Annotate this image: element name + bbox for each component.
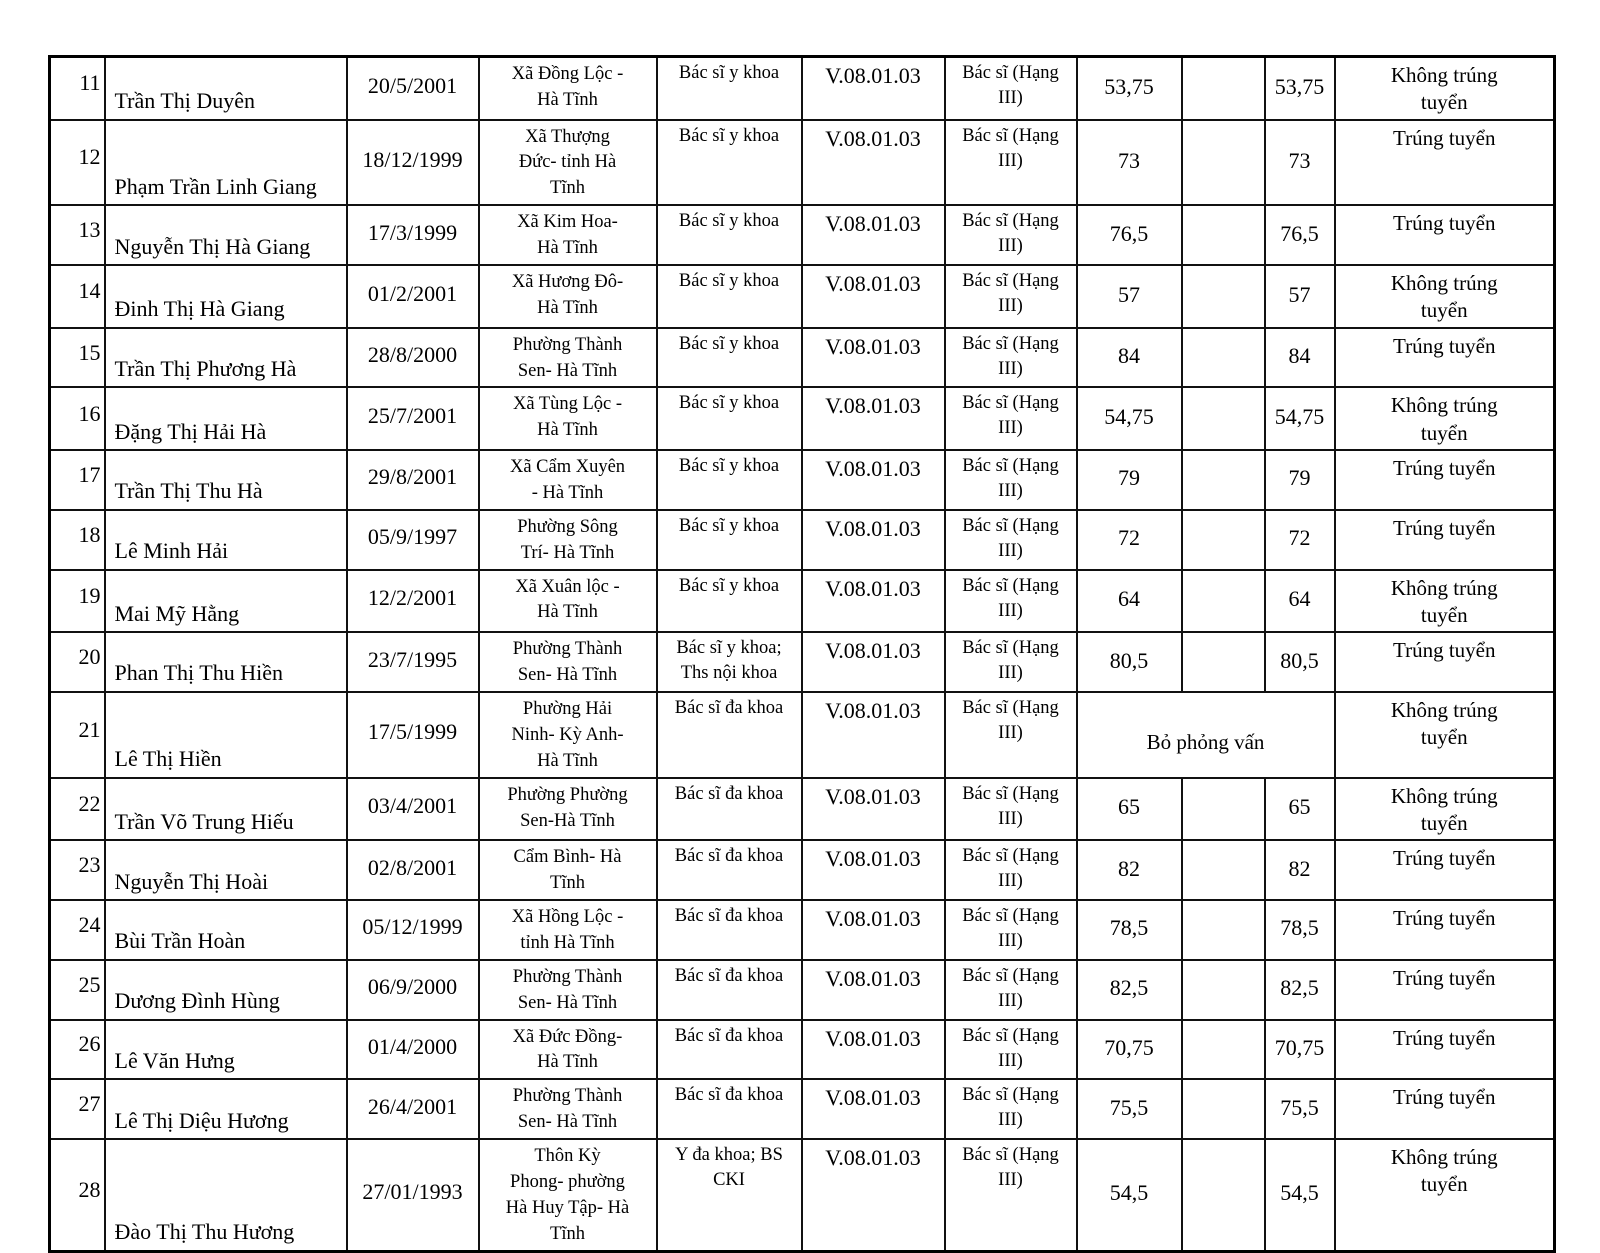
cell-dob: 29/8/2001 — [347, 450, 479, 510]
cell-result: Trúng tuyển — [1335, 840, 1555, 900]
cell-score-2: 84 — [1265, 328, 1335, 388]
cell-score-mid — [1182, 1020, 1265, 1080]
cell-score-mid — [1182, 120, 1265, 206]
cell-name: Trần Võ Trung Hiếu — [105, 778, 347, 841]
cell-position: Bác sĩ (Hạng III) — [945, 1020, 1077, 1080]
cell-stt: 19 — [50, 570, 105, 633]
cell-code: V.08.01.03 — [802, 900, 945, 960]
cell-dob: 26/4/2001 — [347, 1079, 479, 1139]
cell-degree: Bác sĩ đa khoa — [657, 1020, 802, 1080]
cell-score-1: 76,5 — [1077, 205, 1182, 265]
cell-score-2: 65 — [1265, 778, 1335, 841]
cell-score-2: 53,75 — [1265, 57, 1335, 120]
cell-position: Bác sĩ (Hạng III) — [945, 450, 1077, 510]
cell-score-mid — [1182, 570, 1265, 633]
cell-score-2: 76,5 — [1265, 205, 1335, 265]
table-row — [50, 328, 1555, 388]
cell-score-1: 53,75 — [1077, 57, 1182, 120]
cell-stt: 16 — [50, 387, 105, 450]
cell-stt: 22 — [50, 778, 105, 841]
cell-result: Không trúng tuyển — [1335, 778, 1555, 841]
cell-degree: Bác sĩ y khoa — [657, 328, 802, 388]
cell-position: Bác sĩ (Hạng III) — [945, 900, 1077, 960]
cell-dob: 28/8/2000 — [347, 328, 479, 388]
cell-score-1: 73 — [1077, 120, 1182, 206]
cell-code: V.08.01.03 — [802, 57, 945, 120]
cell-result: Trúng tuyển — [1335, 450, 1555, 510]
table-row — [50, 265, 1555, 328]
cell-result: Không trúng tuyển — [1335, 692, 1555, 778]
cell-score-1: 84 — [1077, 328, 1182, 388]
cell-code: V.08.01.03 — [802, 840, 945, 900]
cell-address: Xã Thượng Đức- tỉnh Hà Tĩnh — [479, 120, 657, 206]
cell-score-mid — [1182, 960, 1265, 1020]
cell-degree: Bác sĩ y khoa — [657, 205, 802, 265]
table-row — [50, 120, 1555, 206]
cell-name: Bùi Trần Hoàn — [105, 900, 347, 960]
cell-position: Bác sĩ (Hạng III) — [945, 960, 1077, 1020]
cell-degree: Bác sĩ đa khoa — [657, 692, 802, 778]
cell-name: Nguyễn Thị Hà Giang — [105, 205, 347, 265]
cell-code: V.08.01.03 — [802, 387, 945, 450]
cell-dob: 01/4/2000 — [347, 1020, 479, 1080]
cell-result: Không trúng tuyển — [1335, 387, 1555, 450]
cell-score-1: 78,5 — [1077, 900, 1182, 960]
cell-stt: 11 — [50, 57, 105, 120]
cell-address: Xã Đồng Lộc - Hà Tĩnh — [479, 57, 657, 120]
cell-score-mid — [1182, 387, 1265, 450]
table-row — [50, 57, 1555, 120]
cell-score-mid — [1182, 57, 1265, 120]
cell-dob: 20/5/2001 — [347, 57, 479, 120]
cell-result: Trúng tuyển — [1335, 1020, 1555, 1080]
cell-position: Bác sĩ (Hạng III) — [945, 570, 1077, 633]
cell-address: Phường Sông Trí- Hà Tĩnh — [479, 510, 657, 570]
cell-score-2: 54,5 — [1265, 1139, 1335, 1251]
cell-result: Không trúng tuyển — [1335, 57, 1555, 120]
cell-name: Nguyễn Thị Hoài — [105, 840, 347, 900]
cell-degree: Bác sĩ đa khoa — [657, 900, 802, 960]
cell-degree: Bác sĩ y khoa; Ths nội khoa — [657, 632, 802, 692]
table-row — [50, 570, 1555, 633]
cell-address: Xã Tùng Lộc - Hà Tĩnh — [479, 387, 657, 450]
cell-name: Đinh Thị Hà Giang — [105, 265, 347, 328]
cell-address: Xã Hương Đô- Hà Tĩnh — [479, 265, 657, 328]
cell-code: V.08.01.03 — [802, 632, 945, 692]
cell-address: Phường Thành Sen- Hà Tĩnh — [479, 632, 657, 692]
cell-stt: 14 — [50, 265, 105, 328]
cell-code: V.08.01.03 — [802, 570, 945, 633]
table-row — [50, 900, 1555, 960]
cell-address: Phường Thành Sen- Hà Tĩnh — [479, 1079, 657, 1139]
cell-code: V.08.01.03 — [802, 1020, 945, 1080]
cell-name: Trần Thị Phương Hà — [105, 328, 347, 388]
cell-score-1: 82,5 — [1077, 960, 1182, 1020]
cell-score-2: 57 — [1265, 265, 1335, 328]
cell-position: Bác sĩ (Hạng III) — [945, 778, 1077, 841]
cell-address: Thôn Kỳ Phong- phường Hà Huy Tập- Hà Tĩnh — [479, 1139, 657, 1251]
table-row — [50, 1079, 1555, 1139]
cell-address: Xã Hồng Lộc - tỉnh Hà Tĩnh — [479, 900, 657, 960]
cell-position: Bác sĩ (Hạng III) — [945, 387, 1077, 450]
cell-dob: 18/12/1999 — [347, 120, 479, 206]
cell-position: Bác sĩ (Hạng III) — [945, 840, 1077, 900]
cell-degree: Bác sĩ đa khoa — [657, 840, 802, 900]
cell-stt: 23 — [50, 840, 105, 900]
cell-name: Trần Thị Duyên — [105, 57, 347, 120]
cell-degree: Bác sĩ đa khoa — [657, 960, 802, 1020]
cell-stt: 27 — [50, 1079, 105, 1139]
cell-position: Bác sĩ (Hạng III) — [945, 510, 1077, 570]
cell-name: Dương Đình Hùng — [105, 960, 347, 1020]
cell-score-1: 79 — [1077, 450, 1182, 510]
cell-degree: Bác sĩ y khoa — [657, 120, 802, 206]
table-row — [50, 692, 1555, 778]
cell-position: Bác sĩ (Hạng III) — [945, 57, 1077, 120]
cell-stt: 26 — [50, 1020, 105, 1080]
cell-score-1: 57 — [1077, 265, 1182, 328]
cell-position: Bác sĩ (Hạng III) — [945, 1079, 1077, 1139]
cell-score-1: 75,5 — [1077, 1079, 1182, 1139]
cell-dob: 05/9/1997 — [347, 510, 479, 570]
cell-degree: Bác sĩ đa khoa — [657, 778, 802, 841]
cell-name: Trần Thị Thu Hà — [105, 450, 347, 510]
cell-dob: 01/2/2001 — [347, 265, 479, 328]
cell-score-2: 64 — [1265, 570, 1335, 633]
cell-score-2: 79 — [1265, 450, 1335, 510]
cell-stt: 28 — [50, 1139, 105, 1251]
cell-dob: 05/12/1999 — [347, 900, 479, 960]
cell-score-1: 70,75 — [1077, 1020, 1182, 1080]
results-table-body — [50, 57, 1555, 1252]
cell-address: Phường Hải Ninh- Kỳ Anh- Hà Tĩnh — [479, 692, 657, 778]
cell-score-mid — [1182, 1079, 1265, 1139]
cell-stt: 12 — [50, 120, 105, 206]
cell-score-2: 70,75 — [1265, 1020, 1335, 1080]
cell-dob: 12/2/2001 — [347, 570, 479, 633]
cell-score-mid — [1182, 265, 1265, 328]
cell-dob: 27/01/1993 — [347, 1139, 479, 1251]
cell-address: Xã Kim Hoa- Hà Tĩnh — [479, 205, 657, 265]
cell-code: V.08.01.03 — [802, 510, 945, 570]
cell-score-2: 82,5 — [1265, 960, 1335, 1020]
cell-code: V.08.01.03 — [802, 265, 945, 328]
cell-score-mid — [1182, 778, 1265, 841]
table-row — [50, 632, 1555, 692]
cell-result: Trúng tuyển — [1335, 900, 1555, 960]
cell-degree: Bác sĩ y khoa — [657, 510, 802, 570]
cell-score-1: 54,5 — [1077, 1139, 1182, 1251]
cell-score-1: 65 — [1077, 778, 1182, 841]
cell-result: Trúng tuyển — [1335, 960, 1555, 1020]
cell-stt: 21 — [50, 692, 105, 778]
cell-position: Bác sĩ (Hạng III) — [945, 692, 1077, 778]
table-row — [50, 778, 1555, 841]
table-row — [50, 450, 1555, 510]
cell-score-2: 80,5 — [1265, 632, 1335, 692]
cell-address: Phường Phường Sen-Hà Tĩnh — [479, 778, 657, 841]
cell-dob: 02/8/2001 — [347, 840, 479, 900]
cell-degree: Bác sĩ y khoa — [657, 450, 802, 510]
cell-score-2: 54,75 — [1265, 387, 1335, 450]
cell-result: Trúng tuyển — [1335, 1079, 1555, 1139]
cell-result: Trúng tuyển — [1335, 510, 1555, 570]
cell-score-mid — [1182, 328, 1265, 388]
cell-name: Phạm Trần Linh Giang — [105, 120, 347, 206]
cell-position: Bác sĩ (Hạng III) — [945, 1139, 1077, 1251]
cell-dob: 17/5/1999 — [347, 692, 479, 778]
cell-score-2: 82 — [1265, 840, 1335, 900]
table-row — [50, 1020, 1555, 1080]
cell-code: V.08.01.03 — [802, 205, 945, 265]
cell-stt: 18 — [50, 510, 105, 570]
table-row — [50, 1139, 1555, 1251]
cell-position: Bác sĩ (Hạng III) — [945, 265, 1077, 328]
cell-result: Trúng tuyển — [1335, 205, 1555, 265]
cell-interview-note: Bỏ phỏng vấn — [1077, 692, 1335, 778]
cell-score-mid — [1182, 632, 1265, 692]
cell-degree: Bác sĩ y khoa — [657, 570, 802, 633]
cell-address: Phường Thành Sen- Hà Tĩnh — [479, 960, 657, 1020]
document-page — [48, 55, 1556, 1253]
cell-code: V.08.01.03 — [802, 778, 945, 841]
table-row — [50, 840, 1555, 900]
cell-position: Bác sĩ (Hạng III) — [945, 328, 1077, 388]
cell-stt: 17 — [50, 450, 105, 510]
cell-code: V.08.01.03 — [802, 328, 945, 388]
cell-position: Bác sĩ (Hạng III) — [945, 120, 1077, 206]
cell-name: Đặng Thị Hải Hà — [105, 387, 347, 450]
cell-name: Lê Thị Diệu Hương — [105, 1079, 347, 1139]
cell-code: V.08.01.03 — [802, 120, 945, 206]
cell-stt: 24 — [50, 900, 105, 960]
cell-score-2: 72 — [1265, 510, 1335, 570]
cell-name: Lê Minh Hải — [105, 510, 347, 570]
cell-degree: Bác sĩ đa khoa — [657, 1079, 802, 1139]
cell-degree: Y đa khoa; BS CKI — [657, 1139, 802, 1251]
cell-dob: 23/7/1995 — [347, 632, 479, 692]
cell-stt: 25 — [50, 960, 105, 1020]
table-row — [50, 510, 1555, 570]
cell-score-2: 73 — [1265, 120, 1335, 206]
cell-result: Trúng tuyển — [1335, 120, 1555, 206]
cell-dob: 17/3/1999 — [347, 205, 479, 265]
cell-dob: 25/7/2001 — [347, 387, 479, 450]
results-table — [48, 55, 1556, 1253]
cell-score-mid — [1182, 450, 1265, 510]
cell-dob: 06/9/2000 — [347, 960, 479, 1020]
cell-name: Đào Thị Thu Hương — [105, 1139, 347, 1251]
cell-score-1: 72 — [1077, 510, 1182, 570]
cell-result: Không trúng tuyển — [1335, 1139, 1555, 1251]
cell-score-1: 54,75 — [1077, 387, 1182, 450]
cell-address: Phường Thành Sen- Hà Tĩnh — [479, 328, 657, 388]
cell-score-1: 64 — [1077, 570, 1182, 633]
cell-name: Lê Thị Hiền — [105, 692, 347, 778]
cell-code: V.08.01.03 — [802, 960, 945, 1020]
cell-address: Xã Cẩm Xuyên - Hà Tĩnh — [479, 450, 657, 510]
cell-score-2: 75,5 — [1265, 1079, 1335, 1139]
cell-score-1: 80,5 — [1077, 632, 1182, 692]
table-row — [50, 387, 1555, 450]
cell-result: Không trúng tuyển — [1335, 570, 1555, 633]
cell-stt: 20 — [50, 632, 105, 692]
cell-score-1: 82 — [1077, 840, 1182, 900]
cell-code: V.08.01.03 — [802, 450, 945, 510]
cell-degree: Bác sĩ y khoa — [657, 265, 802, 328]
cell-stt: 13 — [50, 205, 105, 265]
cell-score-mid — [1182, 205, 1265, 265]
cell-name: Mai Mỹ Hằng — [105, 570, 347, 633]
cell-score-mid — [1182, 900, 1265, 960]
cell-score-mid — [1182, 840, 1265, 900]
table-row — [50, 960, 1555, 1020]
cell-code: V.08.01.03 — [802, 692, 945, 778]
cell-name: Phan Thị Thu Hiền — [105, 632, 347, 692]
cell-position: Bác sĩ (Hạng III) — [945, 205, 1077, 265]
cell-result: Trúng tuyển — [1335, 632, 1555, 692]
cell-result: Không trúng tuyển — [1335, 265, 1555, 328]
cell-score-2: 78,5 — [1265, 900, 1335, 960]
cell-dob: 03/4/2001 — [347, 778, 479, 841]
table-row — [50, 205, 1555, 265]
cell-degree: Bác sĩ y khoa — [657, 387, 802, 450]
cell-position: Bác sĩ (Hạng III) — [945, 632, 1077, 692]
cell-score-mid — [1182, 1139, 1265, 1251]
cell-code: V.08.01.03 — [802, 1139, 945, 1251]
cell-result: Trúng tuyển — [1335, 328, 1555, 388]
cell-score-mid — [1182, 510, 1265, 570]
cell-address: Xã Xuân lộc -Hà Tĩnh — [479, 570, 657, 633]
cell-degree: Bác sĩ y khoa — [657, 57, 802, 120]
cell-name: Lê Văn Hưng — [105, 1020, 347, 1080]
cell-address: Cẩm Bình- Hà Tĩnh — [479, 840, 657, 900]
cell-code: V.08.01.03 — [802, 1079, 945, 1139]
cell-address: Xã Đức Đồng- Hà Tĩnh — [479, 1020, 657, 1080]
cell-stt: 15 — [50, 328, 105, 388]
